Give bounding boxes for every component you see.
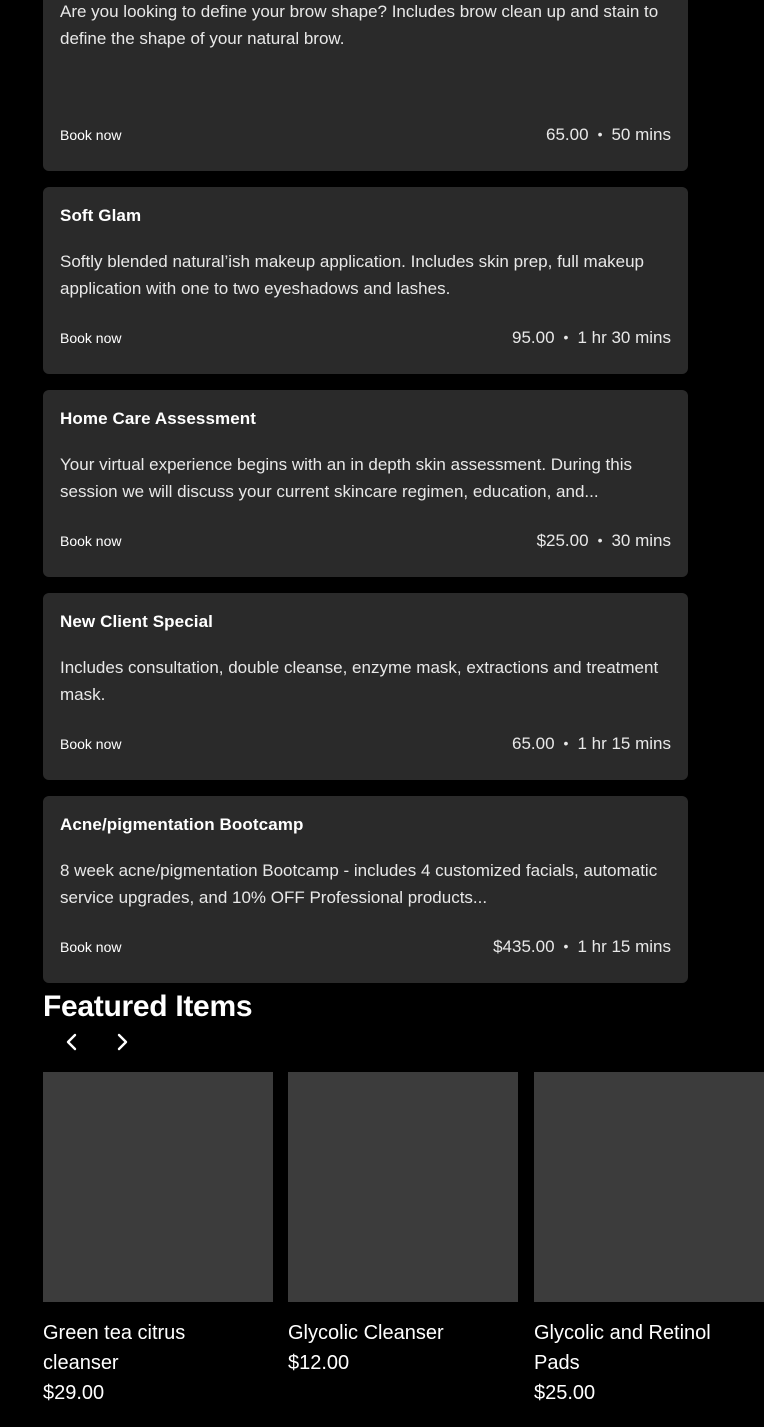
separator-dot: • bbox=[563, 329, 569, 345]
product-card[interactable] bbox=[43, 1072, 273, 1408]
product-image bbox=[534, 1072, 764, 1302]
product-price: $12.00 bbox=[288, 1352, 350, 1374]
service-duration: 1 hr 15 mins bbox=[577, 937, 671, 956]
product-image bbox=[288, 1072, 518, 1302]
service-price: 65.00 bbox=[512, 734, 555, 753]
service-meta bbox=[546, 125, 671, 145]
book-now-button[interactable]: Book now bbox=[60, 736, 122, 752]
service-title: New Client Special bbox=[60, 612, 213, 631]
product-name: Green tea citrus cleanser bbox=[43, 1322, 186, 1374]
book-now-button[interactable]: Book now bbox=[60, 939, 122, 955]
book-now-button[interactable]: Book now bbox=[60, 330, 122, 346]
service-duration: 50 mins bbox=[611, 125, 671, 144]
service-meta bbox=[537, 531, 671, 551]
service-description: Are you looking to define your brow shape? Includes brow clean up and stain to define the shape of your natural brow. bbox=[60, 2, 659, 48]
product-price: $29.00 bbox=[43, 1382, 105, 1404]
service-card-home-care-assessment bbox=[43, 390, 688, 577]
service-title: Soft Glam bbox=[60, 206, 142, 225]
service-description: Softly blended natural’ish makeup application. Includes skin prep, full makeup application with one to two eyeshadows and lashes. bbox=[60, 252, 645, 298]
separator-dot: • bbox=[563, 938, 569, 954]
service-description: 8 week acne/pigmentation Bootcamp - includes 4 customized facials, automatic service upgrades, and 10% OFF Professional products... bbox=[60, 861, 658, 907]
carousel-next-button[interactable] bbox=[110, 1030, 134, 1054]
service-meta bbox=[493, 937, 671, 957]
service-price: 65.00 bbox=[546, 125, 589, 144]
service-description: Your virtual experience begins with an in depth skin assessment. During this session we will discuss your current skincare regimen, education, and... bbox=[60, 455, 633, 501]
product-price: $25.00 bbox=[534, 1382, 596, 1404]
featured-products-carousel bbox=[43, 1072, 711, 1427]
featured-items-title: Featured Items bbox=[43, 990, 253, 1023]
service-duration: 30 mins bbox=[611, 531, 671, 550]
service-card-soft-glam bbox=[43, 187, 688, 374]
carousel-prev-button[interactable] bbox=[60, 1030, 84, 1054]
service-title: Home Care Assessment bbox=[60, 409, 257, 428]
product-image bbox=[43, 1072, 273, 1302]
service-description: Includes consultation, double cleanse, enzyme mask, extractions and treatment mask. bbox=[60, 658, 659, 704]
services-list bbox=[43, 0, 688, 999]
service-meta bbox=[512, 734, 671, 754]
product-card[interactable] bbox=[288, 1072, 518, 1378]
product-name: Glycolic Cleanser bbox=[288, 1322, 444, 1344]
service-price: 95.00 bbox=[512, 328, 555, 347]
service-price: $435.00 bbox=[493, 937, 555, 956]
service-card-brow bbox=[43, 0, 688, 171]
service-price: $25.00 bbox=[536, 531, 589, 550]
service-title: Acne/pigmentation Bootcamp bbox=[60, 815, 304, 834]
chevron-left-icon bbox=[60, 1030, 84, 1054]
service-duration: 1 hr 30 mins bbox=[577, 328, 671, 347]
service-card-new-client-special bbox=[43, 593, 688, 780]
service-card-acne-bootcamp bbox=[43, 796, 688, 983]
service-duration: 1 hr 15 mins bbox=[577, 734, 671, 753]
service-meta bbox=[512, 328, 671, 348]
separator-dot: • bbox=[563, 735, 569, 751]
separator-dot: • bbox=[597, 126, 603, 142]
separator-dot: • bbox=[597, 532, 603, 548]
book-now-button[interactable]: Book now bbox=[60, 533, 122, 549]
chevron-right-icon bbox=[110, 1030, 134, 1054]
product-name: Glycolic and Retinol Pads bbox=[534, 1322, 711, 1374]
product-card[interactable] bbox=[534, 1072, 764, 1408]
book-now-button[interactable]: Book now bbox=[60, 127, 122, 143]
